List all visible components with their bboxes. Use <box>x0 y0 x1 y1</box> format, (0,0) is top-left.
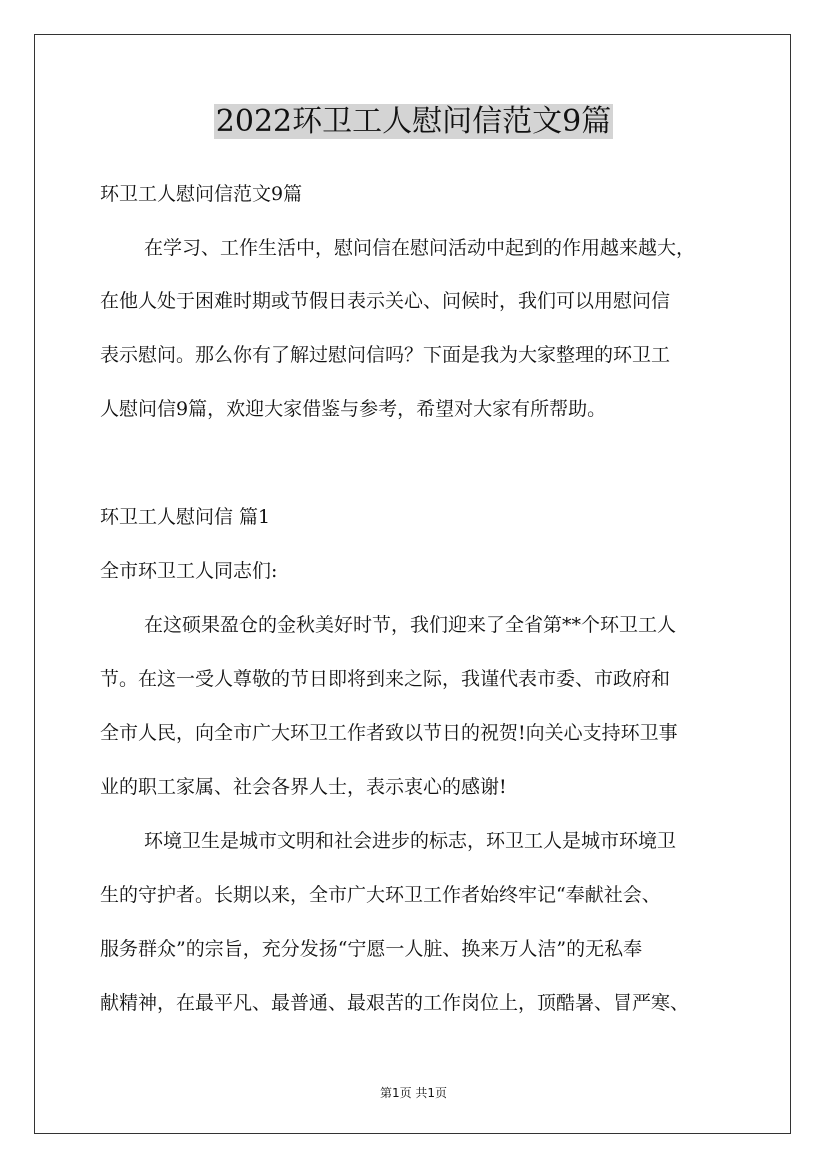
page-footer: 第1页 共1页 <box>379 1086 448 1100</box>
paragraph-line: 在他人处于困难时期或节假日表示关心、问候时，我们可以用慰问信 <box>100 290 671 312</box>
paragraph-line: 生的守护者。长期以来，全市广大环卫工作者始终牢记“奉献社会、 <box>100 884 661 906</box>
document-title: 2022环卫工人慰问信范文9篇 <box>215 104 612 139</box>
paragraph-line: 在学习、工作生活中，慰问信在慰问活动中起到的作用越来越大， <box>144 237 696 259</box>
paragraph-line: 节。在这一受人尊敬的节日即将到来之际，我谨代表市委、市政府和 <box>100 668 671 690</box>
paragraph-line: 献精神，在最平凡、最普通、最艰苦的工作岗位上，顶酷暑、冒严寒、 <box>100 992 690 1014</box>
paragraph-line: 全市人民，向全市广大环卫工作者致以节日的祝贺!向关心支持环卫事 <box>100 722 678 744</box>
subtitle-line: 环卫工人慰问信范文9篇 <box>100 183 303 205</box>
paragraph-line: 人慰问信9篇，欢迎大家借鉴与参考，希望对大家有所帮助。 <box>100 398 607 420</box>
section-heading: 环卫工人慰问信 篇1 <box>100 506 271 528</box>
salutation-line: 全市环卫工人同志们: <box>100 560 278 582</box>
paragraph-line: 业的职工家属、社会各界人士，表示衷心的感谢! <box>100 776 507 798</box>
paragraph-line: 表示慰问。那么你有了解过慰问信吗？下面是我为大家整理的环卫工 <box>100 344 671 366</box>
paragraph-line: 环境卫生是城市文明和社会进步的标志，环卫工人是城市环境卫 <box>144 830 677 852</box>
paragraph-line: 在这硕果盈仓的金秋美好时节，我们迎来了全省第**个环卫工人 <box>144 614 677 636</box>
paragraph-line: 服务群众”的宗旨，充分发扬“宁愿一人脏、换来万人洁”的无私奉 <box>100 938 643 960</box>
